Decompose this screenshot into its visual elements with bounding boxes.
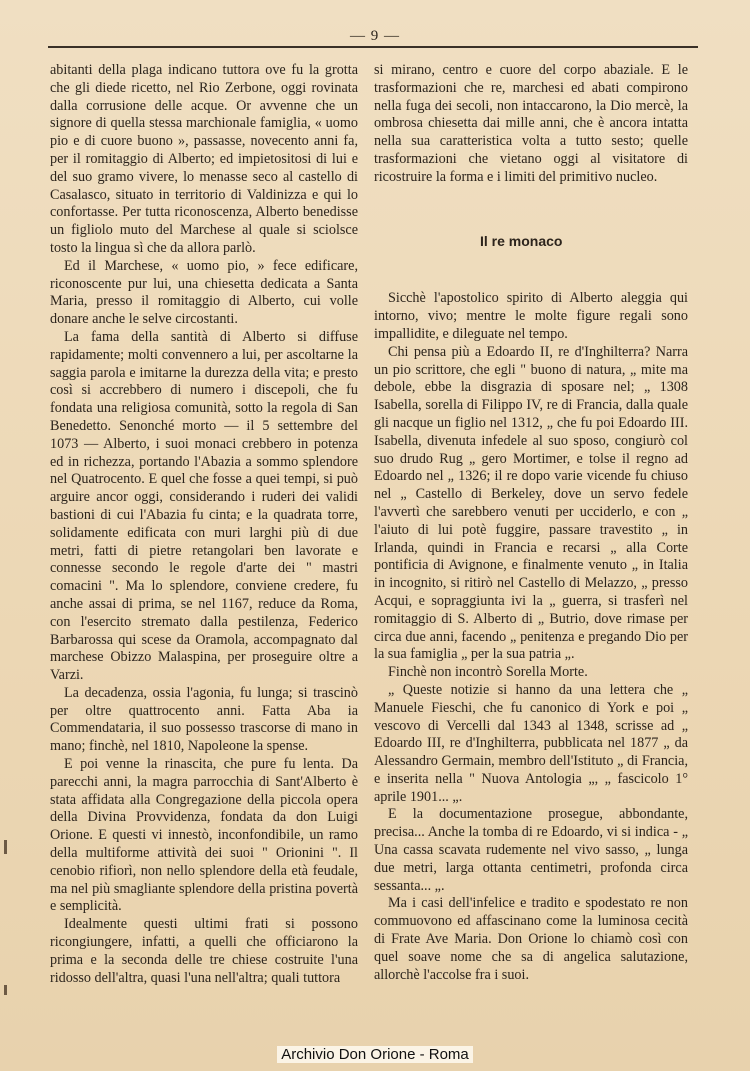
archive-footer bbox=[0, 1046, 750, 1063]
paragraph: E poi venne la rinascita, che pure fu lenta. Da parecchi anni, la magra parrocchia di Sant'Alberto è stata affidata alla Congregazione della piccola opera della Divina Provvidenza, fondata da don Luigi Orione. E questi vi innestò, inconfondibile, un ramo della multiforme attività dei suoi " Orionini ". Il cenobio rifiorì, non nello splendore della età feudale, ma nel più smagliante splendore della pristina povertà e semplicità. bbox=[50, 756, 358, 915]
binding-mark bbox=[4, 985, 7, 995]
paragraph: E la documentazione prosegue, abbondante, precisa... Anche la tomba di re Edoardo, vi si indica - „ Una cassa scavata rudemente nel vivo sasso, „ lunga due metri, larga ottanta centimetri, profonda circa sessanta... „. bbox=[374, 806, 688, 894]
section-heading: Il re monaco bbox=[480, 232, 563, 249]
paragraph: Idealmente questi ultimi frati si possono ricongiungere, infatti, a quelli che officiarono la prima e la seconda delle tre chiese costruite l'una ridosso dell'altra, quasi l'una nell'altra; quali tuttora bbox=[50, 916, 358, 986]
header-rule bbox=[48, 46, 698, 48]
paragraph: „ Queste notizie si hanno da una lettera che „ Manuele Fieschi, che fu canonico di York e poi „ vescovo di Vercelli dal 1343 al 1348, scrisse ad „ Edoardo III, re d'Inghilterra, pubblicata nel 1877 „ da Alessandro Germain, membro dell'Istituto „ di Francia, e inserita nella " Nuova Antologia „, „ fascicolo 1° aprile 1901... „. bbox=[374, 681, 688, 805]
binding-mark bbox=[4, 840, 7, 854]
paragraph: Ed il Marchese, « uomo pio, » fece edificare, riconoscente pur lui, una chiesetta dedicata a Santa Maria, presso il romitaggio di Alberto, cui volle donare anche le selve circostanti. bbox=[50, 257, 358, 328]
paragraph: Sicchè l'apostolico spirito di Alberto aleggia qui intorno, vivo; mentre le molte figure regali sono impallidite, e dileguate nel tempo. bbox=[374, 290, 688, 342]
paragraph: La decadenza, ossia l'agonia, fu lunga; si trascinò per oltre quattrocento anni. Fatta Aba ia Commendataria, il suo possesso trascorse di mano in mano; finchè, nel 1810, Napoleone la spense. bbox=[50, 684, 358, 755]
left-column bbox=[50, 62, 358, 987]
paragraph: Ma i casi dell'infelice e tradito e spodestato re non commuovono ed affascinano come la luminosa cecità di Frate Ave Maria. Don Orione lo chiamò così con quel soave nome che sa di angelica salutazione, allorchè l'accolse fra i suoi. bbox=[374, 895, 688, 983]
right-column bbox=[374, 62, 688, 984]
paragraph: Chi pensa più a Edoardo II, re d'Inghilterra? Narra un pio scrittore, che egli " buono di natura, „ mite ma debole, ebbe la disgrazia di sposare nel; „ 1308 Isabella, sorella di Filippo IV, re di Francia, dalla quale gli nacque un figlio nel 1312, „ che fu poi Edoardo III. Isabella, divenuta infedele al suo sposo, congiurò col suo drudo Rug „ gero Mortimer, e tolse il regno ad Edoardo nel „ 1326; il re dopo varie vicende fu chiuso nel „ Castello di Berkeley, dove un servo fedele l'avvertì che sarebbero venuti per ucciderlo, e con „ l'aiuto di lui potè fuggire, passare travestito „ in Irlanda, quindi in Francia e recarsi „ alla Corte pontificia di Avignone, e finalmente venuto „ in Italia in incognito, si ritirò nel Castello di Melazzo, „ presso Acqui, e sopraggiunta ivi la „ guerra, si trasferì nel romitaggio di S. Alberto di „ Butrio, dove rimase per circa due anni, facendo „ penitenza e pregando Dio per la sua famiglia „ per la sua patria „. bbox=[374, 343, 688, 663]
paragraph: abitanti della plaga indicano tuttora ove fu la grotta che gli diede ricetto, nel Rio Zerbone, oggi rovinata dalla corrusione delle acque. Or avvenne che un signore di quella stessa marchionale famiglia, « uomo pio e di cuore buono », passasse, novecento anni fa, per il romitaggio di Alberto; ed impietositosi di lui e del suo gramo vivere, lo menasse seco al castello di Casalasco, situato in territorio di Valdinizza e qui lo confortasse. Per tutta riconoscenza, Alberto benedisse un figliolo muto del Marchese al quale si sciolsce tosto la lingua sì che da allora parlò. bbox=[50, 62, 358, 256]
paragraph: si mirano, centro e cuore del corpo abaziale. E le trasformazioni che re, marchesi ed abati compirono nella fuga dei secoli, non intaccarono, la Dio mercè, la ombrosa chiesetta dai mille anni, che è ancora intatta nella sua caratteristica volta a tutto sesto; quelle trasformazioni che vietano oggi al visitatore di ricostruire la forma e i limiti del primitivo nucleo. bbox=[374, 62, 688, 185]
footer-text: Archivio Don Orione - Roma bbox=[277, 1046, 473, 1063]
paragraph: La fama della santità di Alberto si diffuse rapidamente; molti convennero a lui, per ascoltarne la saggia parola e imitarne la durezza della vita; e presto così si accrebbero di numero i discepoli, che fu fondata una religiosa comunità, sotto la regola di San Benedetto. Senonché morto — il 5 settembre del 1073 — Alberto, i suoi monaci crebbero in potenza ed in richezza, portando l'Abazia a sommo splendore nel Quatrocento. E quel che fosse a quei tempi, si può arguire ancor oggi, considerando i ruderi dei validi bastioni di cui l'Abazia fu cinta; e la quadrata torre, solidamente edificata con muri larghi più di due metri, fatti di pietre retangolari ben lavorate e connesse secondo le regole d'arte dei " mastri comacini ". Ma lo splendore, conviene credere, fu anche assai di prima, se nel 1167, reduce da Roma, con l'esercito stremato dalla pestilenza, Federico Barbarossa qui scese da Oramola, accompagnato dal marchese Obizzo Malaspina, per proseguire oltre a Varzi. bbox=[50, 328, 358, 684]
page-number: — 9 — bbox=[350, 28, 400, 44]
paragraph: Finchè non incontrò Sorella Morte. bbox=[388, 664, 588, 681]
